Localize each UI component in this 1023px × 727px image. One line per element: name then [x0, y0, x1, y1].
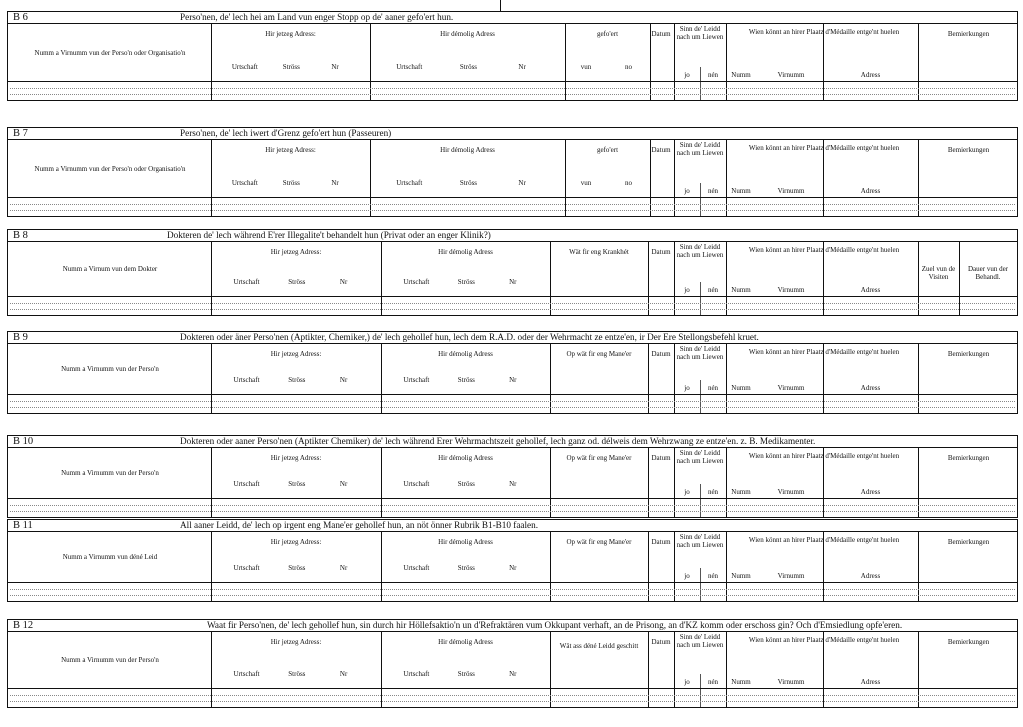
current-address-number-label: Nr: [339, 564, 348, 572]
former-address-street-label: Ströss: [459, 179, 478, 187]
name-column-label: Numm a Virnumm vun der Perso'n: [61, 469, 159, 477]
section-table: [7, 24, 1018, 101]
column-divider: [726, 242, 727, 315]
date-label: Datum: [651, 638, 671, 646]
fled-label: gefo'ert: [596, 30, 619, 38]
section-table: [7, 632, 1018, 708]
section-table: [7, 242, 1018, 316]
former-address-street-label: Ströss: [457, 376, 475, 384]
medal-label: Wien könnt an hirer Plaatz d'Médaille entge'nt huelen: [748, 536, 900, 544]
header-body-divider: [8, 81, 1017, 82]
section-table: [7, 140, 1018, 217]
section-header-bar: [7, 127, 1018, 140]
header-body-divider: [8, 197, 1017, 198]
remarks-label: Bemierkungen: [947, 30, 990, 38]
current-address-number-label: Nr: [339, 670, 348, 678]
section-code: B 11: [13, 520, 33, 531]
header-body-divider: [8, 394, 1017, 395]
former-address-street-label: Ströss: [459, 63, 478, 71]
no-label: nén: [707, 488, 719, 496]
medal-address-label: Adress: [860, 384, 881, 392]
section-code: B 7: [13, 128, 28, 139]
former-address-number-label: Nr: [509, 670, 517, 678]
former-address-number-label: Nr: [518, 63, 526, 71]
section-b12: [7, 619, 1018, 708]
yes-label: jo: [684, 71, 690, 79]
yes-label: jo: [684, 286, 690, 294]
fill-in-line: [10, 595, 1015, 596]
no-label: nén: [707, 286, 719, 294]
current-address-town-label: Urtschaft: [231, 179, 258, 187]
medal-last-name-label: Virnumm: [777, 384, 805, 392]
meaning-label: Sinn de' Leidd nach um Liewen: [676, 345, 724, 361]
medal-address-label: Adress: [860, 488, 881, 496]
current-address-street-label: Ströss: [282, 63, 300, 71]
medal-label: Wien könnt an hirer Plaatz d'Médaille entge'nt huelen: [748, 28, 900, 36]
fill-in-line: [10, 303, 1015, 304]
medal-label: Wien könnt an hirer Plaatz d'Médaille entge'nt huelen: [748, 452, 900, 460]
medal-first-name-label: Numm: [731, 488, 751, 496]
medal-first-name-label: Numm: [731, 187, 751, 195]
current-address-number-label: Nr: [339, 376, 348, 384]
medal-last-name-label: Virnumm: [777, 71, 805, 79]
section-header-bar: [7, 11, 1018, 24]
medal-last-name-label: Virnumm: [777, 572, 805, 580]
former-address-label: Hir démolig Adress: [438, 638, 493, 646]
remarks-label: Bemierkungen: [947, 454, 990, 462]
fill-in-line: [10, 695, 1015, 696]
medal-address-label: Adress: [860, 572, 881, 580]
medal-last-name-label: Virnumm: [777, 286, 805, 294]
medal-last-name-label: Virnumm: [777, 187, 805, 195]
fill-in-line: [10, 94, 1015, 95]
medal-first-name-label: Numm: [731, 286, 751, 294]
fled-from-label: vun: [580, 179, 592, 187]
no-label: nén: [707, 187, 719, 195]
current-address-street-label: Ströss: [288, 670, 306, 678]
section-b7: [7, 127, 1018, 217]
section-code: B 8: [13, 230, 28, 241]
medal-label: Wien könnt an hirer Plaatz d'Médaille entge'nt huelen: [748, 246, 900, 254]
section-table: [7, 532, 1018, 602]
fled-from-label: vun: [580, 63, 592, 71]
section-table: [7, 448, 1018, 518]
meaning-label: Sinn de' Leidd nach um Liewen: [676, 25, 724, 41]
medal-first-name-label: Numm: [731, 572, 751, 580]
fled-label: gefo'ert: [596, 146, 619, 154]
fill-in-line: [10, 589, 1015, 590]
current-address-town-label: Urtschaft: [233, 670, 260, 678]
section-table: [7, 344, 1018, 414]
current-address-label: Hir jetzeg Adress:: [270, 350, 322, 358]
questionnaire-sheet: [7, 11, 1018, 721]
former-address-town-label: Urtschaft: [403, 564, 430, 572]
medal-last-name-label: Virnumm: [777, 488, 805, 496]
former-address-number-label: Nr: [509, 278, 517, 286]
column-divider: [726, 448, 727, 517]
manner-label: Op wät fir eng Mane'er: [566, 350, 632, 358]
section-code: B 12: [13, 620, 34, 631]
fill-in-line: [10, 407, 1015, 408]
former-address-number-label: Nr: [518, 179, 526, 187]
fled-to-label: no: [625, 63, 632, 71]
medal-address-label: Adress: [860, 187, 881, 195]
medal-first-name-label: Numm: [731, 678, 751, 686]
no-label: nén: [707, 384, 719, 392]
name-column-label: Numm a Virnumm vun déné Leid: [62, 553, 158, 561]
section-title: Dokteren oder aaner Perso'nen (Aptikter Chemiker) de' lech während Erer Wehrmachtszeit gehollef, lech ganz od. délweis dem Wehrzwang ze entze'en. z. B. Medikamenter.: [180, 436, 816, 446]
section-b11: [7, 519, 1018, 602]
medal-address-label: Adress: [860, 286, 881, 294]
name-column-label: Numm a Virnumm vun der Perso'n oder Organisatio'n: [34, 48, 186, 57]
visits-label: Zuel vun de Visiten: [921, 265, 956, 281]
manner-label: Op wät fir eng Mane'er: [566, 538, 632, 546]
name-column-label: Numm a Virnum vun dem Dokter: [62, 265, 158, 273]
fill-in-line: [10, 701, 1015, 702]
remarks-label: Bemierkungen: [947, 146, 990, 154]
section-title: Perso'nen, de' lech hei am Land vun enger Stopp op de' aaner gefo'ert hun.: [180, 12, 454, 22]
former-address-town-label: Urtschaft: [403, 278, 430, 286]
former-address-street-label: Ströss: [457, 278, 475, 286]
header-body-divider: [8, 582, 1017, 583]
column-divider: [726, 532, 727, 601]
former-address-label: Hir démolig Adress: [438, 350, 493, 358]
former-address-label: Hir démolig Adress: [438, 248, 493, 256]
column-divider: [726, 632, 727, 707]
no-label: nén: [707, 572, 719, 580]
date-label: Datum: [651, 30, 671, 38]
current-address-town-label: Urtschaft: [233, 480, 260, 488]
meaning-label: Sinn de' Leidd nach um Liewen: [676, 243, 724, 259]
section-code: B 6: [13, 12, 28, 23]
former-address-label: Hir démolig Adress: [438, 454, 493, 462]
former-address-street-label: Ströss: [457, 480, 475, 488]
section-title: Waat fir Perso'nen, de' lech gehollef hun, sin durch hir Höllefsaktio'n un d'Refraktären vum Okkupant verhaft, an de Prisong, an d'KZ komm oder erschoss gin? Och d'Emsiedlung opfe'eren.: [207, 620, 903, 630]
current-address-number-label: Nr: [339, 480, 348, 488]
medal-label: Wien könnt an hirer Plaatz d'Médaille entge'nt huelen: [748, 144, 900, 152]
current-address-town-label: Urtschaft: [233, 278, 260, 286]
former-address-street-label: Ströss: [457, 670, 475, 678]
fate-label: Wät ass déné Leidd geschitt: [559, 642, 639, 650]
name-column-label: Numm a Virnumm vun der Perso'n oder Organisatio'n: [34, 164, 186, 173]
remarks-label: Bemierkungen: [947, 638, 990, 646]
former-address-label: Hir démolig Adress: [438, 538, 493, 546]
former-address-number-label: Nr: [509, 480, 517, 488]
current-address-town-label: Urtschaft: [233, 376, 260, 384]
fill-in-line: [10, 511, 1015, 512]
current-address-label: Hir jetzeg Adress:: [270, 454, 322, 462]
current-address-street-label: Ströss: [282, 179, 300, 187]
section-b8: [7, 229, 1018, 316]
date-label: Datum: [651, 248, 671, 256]
current-address-label: Hir jetzeg Adress:: [270, 248, 322, 256]
meaning-label: Sinn de' Leidd nach um Liewen: [676, 141, 724, 157]
date-label: Datum: [651, 350, 671, 358]
section-title: Dokteren de' lech während E'rer Illegalite't behandelt hun (Privat oder an enger Klinik?): [167, 230, 491, 240]
remarks-label: Bemierkungen: [947, 538, 990, 546]
former-address-street-label: Ströss: [457, 564, 475, 572]
fill-in-line: [10, 505, 1015, 506]
illness-label: Wät fir eng Krankhét: [569, 248, 629, 256]
former-address-town-label: Urtschaft: [396, 63, 423, 71]
section-title: All aaner Leidd, de' lech op irgent eng Mane'er gehollef hun, an nöt önner Rubrik B1-B10 faalen.: [180, 520, 539, 530]
header-body-divider: [8, 296, 1017, 297]
fill-in-line: [10, 204, 1015, 205]
current-address-street-label: Ströss: [288, 480, 306, 488]
yes-label: jo: [684, 488, 690, 496]
fill-in-line: [10, 210, 1015, 211]
medal-first-name-label: Numm: [731, 384, 751, 392]
header-body-divider: [8, 688, 1017, 689]
former-address-town-label: Urtschaft: [396, 179, 423, 187]
current-address-number-label: Nr: [331, 179, 339, 187]
medal-last-name-label: Virnumm: [777, 678, 805, 686]
section-b10: [7, 435, 1018, 518]
former-address-town-label: Urtschaft: [403, 670, 430, 678]
former-address-label: Hir démolig Adress: [440, 30, 495, 38]
section-title: Perso'nen, de' lech iwert d'Grenz gefo'ert hun (Passeuren): [180, 128, 392, 138]
date-label: Datum: [651, 146, 671, 154]
column-divider: [550, 632, 551, 707]
fill-in-line: [10, 401, 1015, 402]
former-address-label: Hir démolig Adress: [440, 146, 495, 154]
meaning-label: Sinn de' Leidd nach um Liewen: [676, 633, 724, 649]
meaning-label: Sinn de' Leidd nach um Liewen: [676, 449, 724, 465]
fill-in-line: [10, 309, 1015, 310]
fill-in-line: [10, 88, 1015, 89]
current-address-label: Hir jetzeg Adress:: [270, 638, 322, 646]
manner-label: Op wät fir eng Mane'er: [566, 454, 632, 462]
duration-label: Dauer vun der Behandl.: [967, 265, 1009, 281]
top-edge-tick: [500, 0, 501, 11]
meaning-label: Sinn de' Leidd nach um Liewen: [676, 533, 724, 549]
section-code: B 10: [13, 436, 34, 447]
medal-label: Wien könnt an hirer Plaatz d'Médaille entge'nt huelen: [748, 636, 900, 644]
current-address-street-label: Ströss: [288, 278, 306, 286]
current-address-town-label: Urtschaft: [231, 63, 258, 71]
former-address-town-label: Urtschaft: [403, 376, 430, 384]
remarks-label: Bemierkungen: [947, 350, 990, 358]
date-label: Datum: [651, 538, 671, 546]
medal-address-label: Adress: [860, 71, 881, 79]
current-address-label: Hir jetzeg Adress:: [270, 538, 322, 546]
section-b6: [7, 11, 1018, 101]
section-b9: [7, 331, 1018, 414]
section-code: B 9: [13, 332, 28, 343]
header-body-divider: [8, 498, 1017, 499]
current-address-number-label: Nr: [331, 63, 339, 71]
yes-label: jo: [684, 384, 690, 392]
current-address-town-label: Urtschaft: [233, 564, 260, 572]
medal-address-label: Adress: [860, 678, 881, 686]
current-address-label: Hir jetzeg Adress:: [265, 146, 316, 154]
former-address-number-label: Nr: [509, 564, 517, 572]
column-divider: [726, 344, 727, 413]
medal-first-name-label: Numm: [731, 71, 751, 79]
current-address-street-label: Ströss: [288, 376, 306, 384]
name-column-label: Numm a Virnumm vun der Perso'n: [61, 365, 159, 373]
yes-label: jo: [684, 187, 690, 195]
section-title: Dokteren oder äner Perso'nen (Aptikter, Chemiker,) de' lech gehollef hun, lech dem R.A.D. oder der Wehrmacht ze entze'en, ir Der Ere Stellongsbefehl kruet.: [180, 332, 759, 342]
date-label: Datum: [651, 454, 671, 462]
name-column-label: Numm a Virnumm vun der Perso'n: [61, 656, 159, 664]
no-label: nén: [707, 71, 719, 79]
former-address-number-label: Nr: [509, 376, 517, 384]
former-address-town-label: Urtschaft: [403, 480, 430, 488]
current-address-number-label: Nr: [339, 278, 348, 286]
section-header-bar: [7, 229, 1018, 242]
current-address-street-label: Ströss: [288, 564, 306, 572]
yes-label: jo: [684, 572, 690, 580]
no-label: nén: [707, 678, 719, 686]
yes-label: jo: [684, 678, 690, 686]
current-address-label: Hir jetzeg Adress:: [265, 30, 316, 38]
medal-label: Wien könnt an hirer Plaatz d'Médaille entge'nt huelen: [748, 348, 900, 356]
fled-to-label: no: [625, 179, 632, 187]
